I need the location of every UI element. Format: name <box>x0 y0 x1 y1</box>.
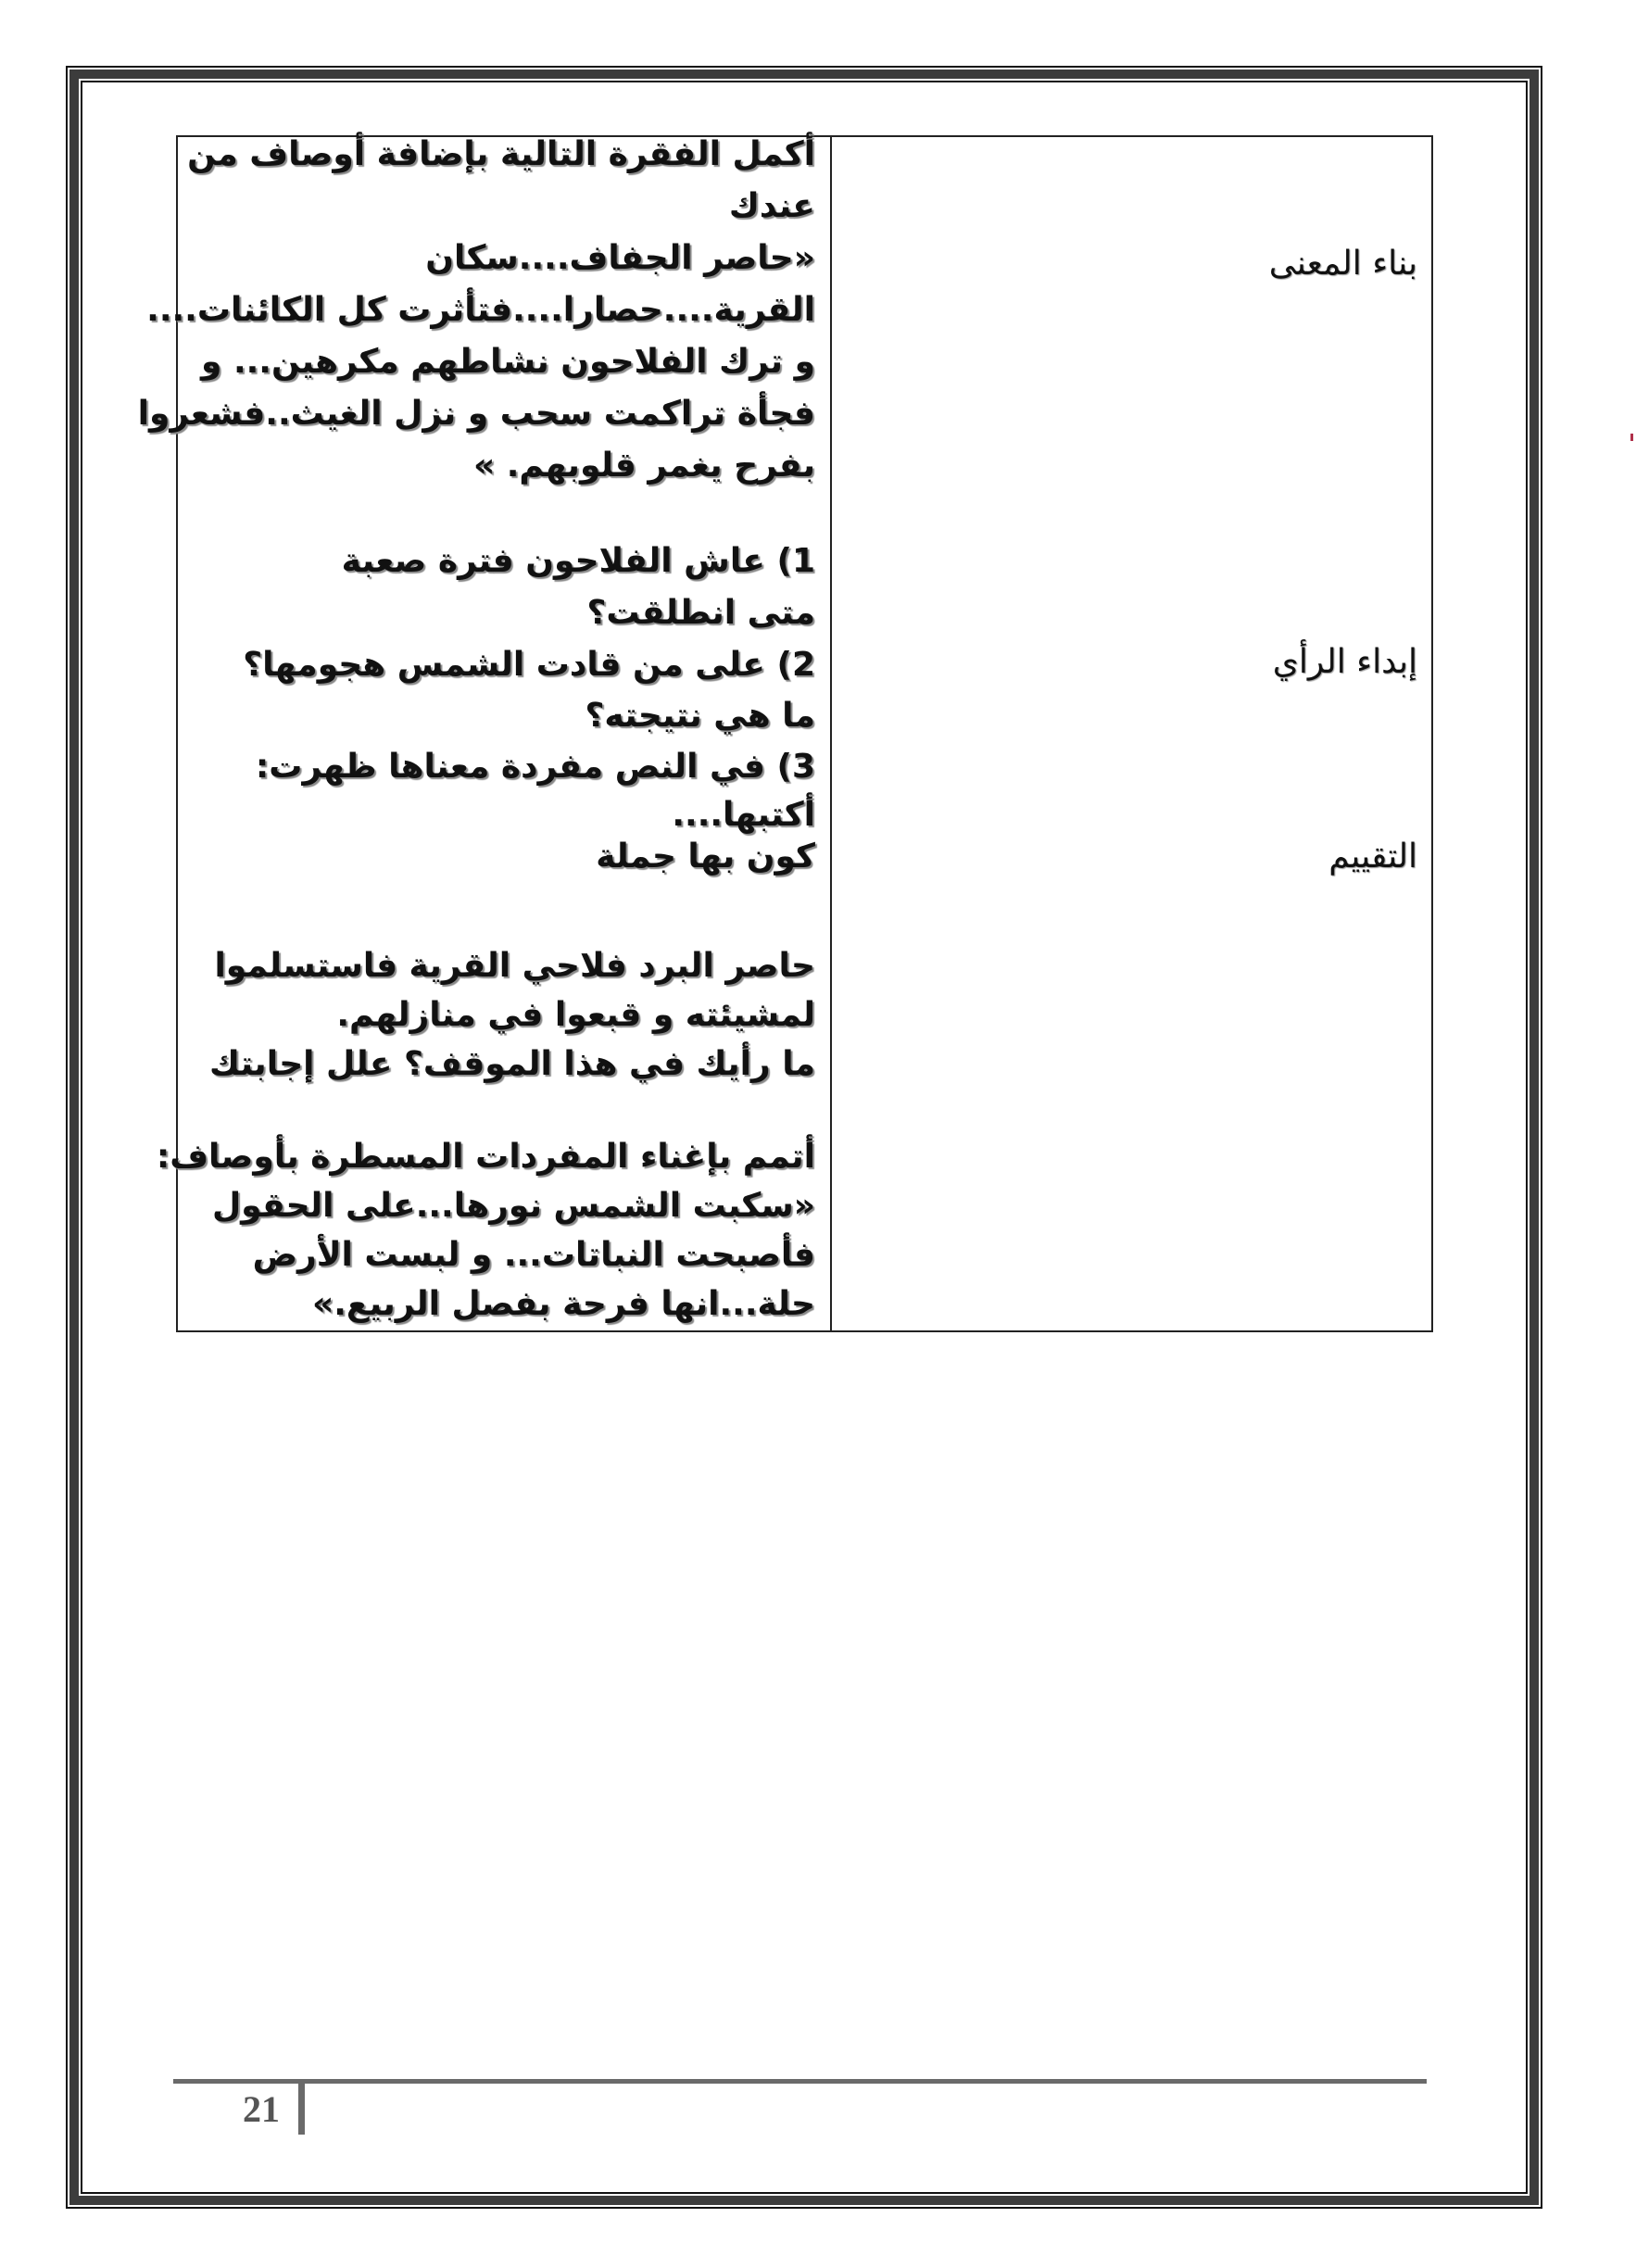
exercise-1-paragraph-line: و ترك الفلاحون نشاطهم مكرهين... و <box>201 343 815 381</box>
label-meaning-building: بناء المعنى <box>1268 245 1417 283</box>
opinion-prompt-line: حاصر البرد فلاحي القرية فاستسلموا <box>214 947 815 985</box>
exercise-1-instruction-cont: عندك <box>728 187 815 225</box>
enrich-paragraph-line: «سكبت الشمس نورها...على الحقول <box>211 1187 815 1225</box>
enrich-paragraph-line: فأصبحت النباتات... و لبست الأرض <box>252 1236 815 1274</box>
page-number: 21 <box>243 2088 280 2130</box>
question-3-sentence: كون بها جملة <box>596 838 815 876</box>
table-column-divider <box>830 135 832 1332</box>
exercise-1-paragraph-line: القرية....حصارا....فتأثرت كل الكائنات.... <box>146 291 815 329</box>
footer-rule <box>173 2079 1427 2084</box>
exercise-1-instruction: أكمل الفقرة التالية بإضافة أوصاف من <box>187 135 815 173</box>
opinion-prompt-line: لمشيئته و قبعوا في منازلهم. <box>336 996 815 1034</box>
enrich-instruction: أتمم بإغناء المفردات المسطرة بأوصاف: <box>156 1138 815 1176</box>
enrich-paragraph-line: حلة...انها فرحة بفصل الربيع.» <box>311 1285 815 1323</box>
question-3: 3) في النص مفردة معناها ظهرت: <box>255 748 815 786</box>
exercise-1-paragraph-line: بفرح يغمر قلوبهم. » <box>472 447 815 485</box>
exercise-1-paragraph-line: فجأة تراكمت سحب و نزل الغيث..فشعروا <box>137 395 815 433</box>
exercise-1-paragraph-line: «حاصر الجفاف....سكان <box>425 239 815 277</box>
question-1: 1) عاش الفلاحون فترة صعبة <box>341 542 815 580</box>
label-opinion: إبداء الرأي <box>1272 643 1417 681</box>
question-2: 2) على من قادت الشمس هجومها؟ <box>243 646 815 684</box>
footer-separator-bar <box>298 2079 305 2135</box>
question-3-cont: أكتبها.... <box>672 796 815 834</box>
scan-artifact <box>1630 434 1633 441</box>
label-evaluation: التقييم <box>1328 838 1417 876</box>
question-2-cont: ما هي نتيجته؟ <box>585 697 815 735</box>
opinion-question: ما رأيك في هذا الموقف؟ علل إجابتك <box>208 1045 815 1083</box>
question-1-cont: متى انطلقت؟ <box>586 594 815 632</box>
